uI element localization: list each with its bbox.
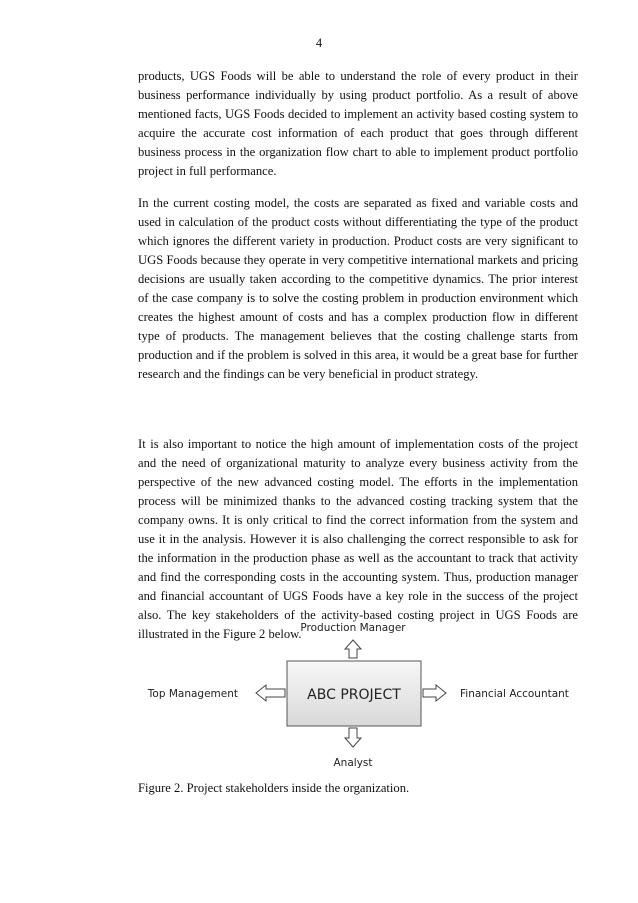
page-number: 4 bbox=[315, 36, 323, 50]
paragraph-2: In the current costing model, the costs are separated as fixed and variable costs and used in calculation of the product costs without differentiating the type of the product which ignores the different variety in production. Product costs are very significant to UGS Foods because they operate in very competitive international markets and pricing decisions are usually taken according to the competitive dynamics. The prior interest of the case company is to solve the costing problem in production environment which creates the highest amount of costs and has a complex production flow in different type of products. The management believes that the costing challenge starts from production and if the problem is solved in this area, it would be a great base for further research and the findings can be very beneficial in product strategy. bbox=[138, 196, 578, 381]
abc-project-label: ABC PROJECT bbox=[307, 687, 401, 703]
production-manager-label: Production Manager bbox=[300, 622, 406, 634]
financial-accountant-label: Financial Accountant bbox=[460, 688, 569, 700]
arrow-right-icon bbox=[423, 685, 446, 701]
analyst-label: Analyst bbox=[333, 757, 373, 769]
paragraph-3: It is also important to notice the high amount of implementation costs of the project and the need of organizational maturity to analyze every business activity from the perspective of the new advanced costing model. The efforts in the implementation process will be minimized thanks to the advanced costing tracking system that the company owns. It is only critical to find the correct information from the system and use it in the analysis. However it is also challenging the correct responsible to ask for the information in the production phase as well as the accountant to track that activity and find the corresponding costs in the accounting system. Thus, production manager and financial accountant of UGS Foods have a key role in the success of the project also. The key stakeholders of the activity-based costing project in UGS Foods are illustrated in the Figure 2 below. bbox=[138, 437, 578, 641]
stakeholder-diagram bbox=[130, 612, 590, 777]
figure-caption: Figure 2. Project stakeholders inside the organization. bbox=[138, 781, 410, 795]
top-management-label: Top Management bbox=[147, 688, 238, 700]
arrow-left-icon bbox=[256, 685, 285, 701]
arrow-up-icon bbox=[345, 640, 361, 658]
paragraph-1: products, UGS Foods will be able to understand the role of every product in their business performance individually by using product portfolio. As a result of above mentioned facts, UGS Foods decided to implement an activity based costing system to acquire the accurate cost information of each product that goes through different business process in the organization flow chart to able to implement product portfolio project in full performance. bbox=[138, 69, 578, 178]
arrow-down-icon bbox=[345, 728, 361, 747]
